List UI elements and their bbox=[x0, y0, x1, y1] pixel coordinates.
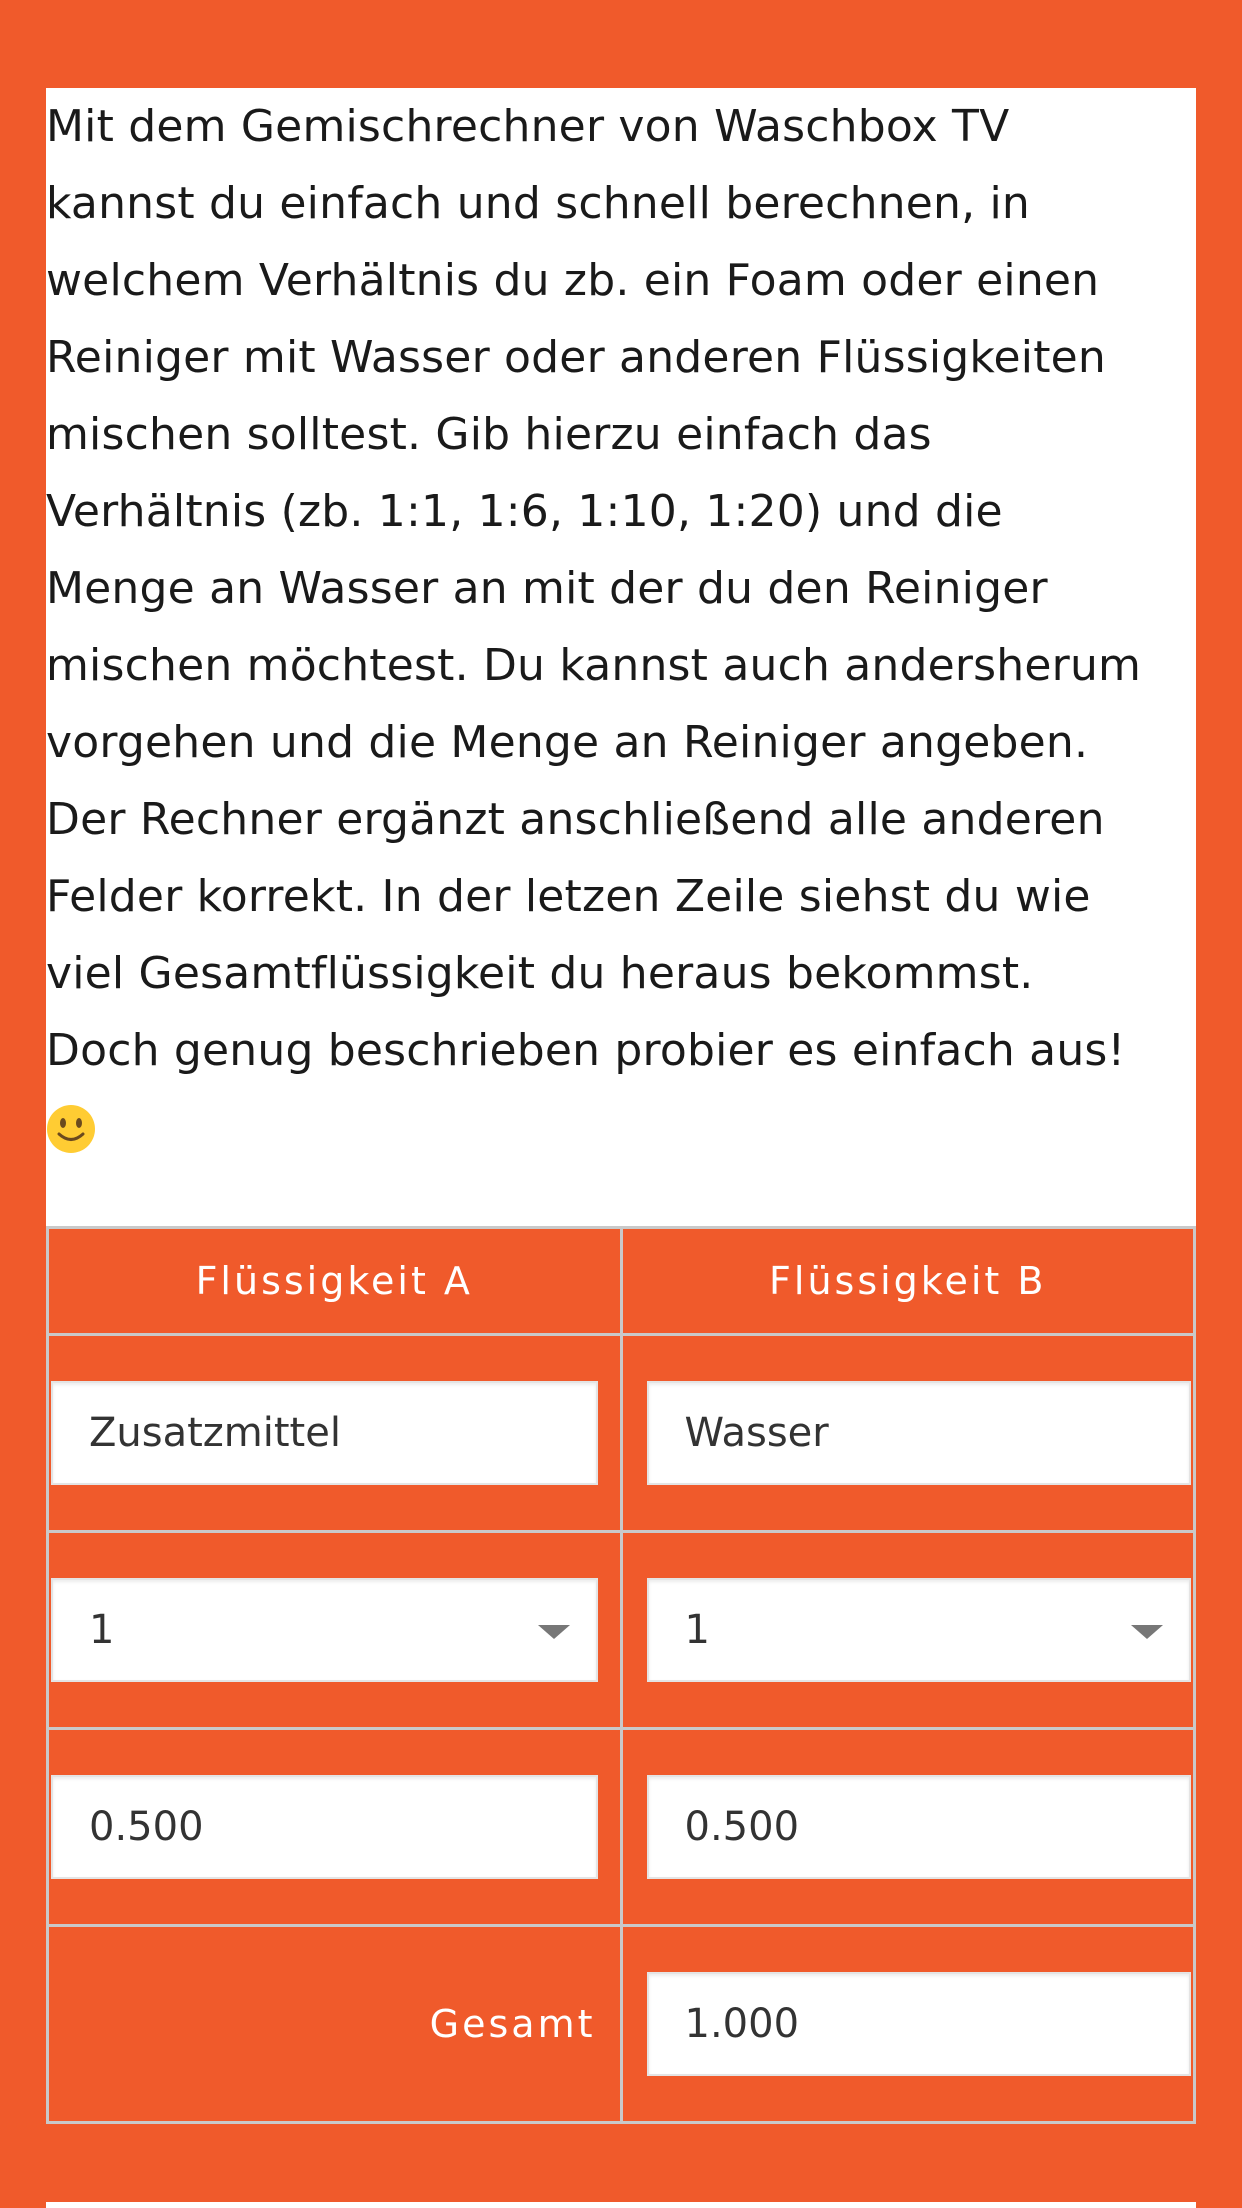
intro-line: welchem Verhältnis du zb. ein Foam oder einen bbox=[46, 255, 1100, 306]
header-liquid-a: Flüssigkeit A bbox=[48, 1228, 622, 1335]
name-cell-a bbox=[48, 1335, 622, 1532]
liquid-a-ratio-select[interactable] bbox=[51, 1578, 598, 1682]
bottom-divider bbox=[46, 2202, 1196, 2208]
liquid-b-ratio-select[interactable] bbox=[647, 1578, 1192, 1682]
liquid-b-name-input[interactable]: Wasser bbox=[647, 1381, 1192, 1485]
total-label: Gesamt bbox=[429, 2002, 596, 2046]
chevron-down-icon[interactable] bbox=[538, 1625, 570, 1639]
ratio-cell-b bbox=[621, 1532, 1195, 1729]
intro-line: Reiniger mit Wasser oder anderen Flüssigkeiten bbox=[46, 332, 1107, 383]
liquid-a-amount-input[interactable]: 0.500 bbox=[51, 1775, 598, 1879]
smiley-face-icon bbox=[46, 1101, 96, 1151]
intro-line: viel Gesamtflüssigkeit du heraus bekommst. bbox=[46, 948, 1034, 999]
intro-line: vorgehen und die Menge an Reiniger angeben. bbox=[46, 717, 1089, 768]
name-cell-b bbox=[621, 1335, 1195, 1532]
liquid-a-ratio-value: 1 bbox=[89, 1607, 115, 1653]
intro-line: kannst du einfach und schnell berechnen, in bbox=[46, 178, 1030, 229]
total-label-cell bbox=[48, 1926, 622, 2123]
total-value-cell bbox=[621, 1926, 1195, 2123]
ratio-cell-a bbox=[48, 1532, 622, 1729]
intro-line: mischen möchtest. Du kannst auch andersherum bbox=[46, 640, 1142, 691]
liquid-a-name-input[interactable]: Zusatzmittel bbox=[51, 1381, 598, 1485]
intro-line: Mit dem Gemischrechner von Waschbox TV bbox=[46, 101, 1010, 152]
intro-line: mischen solltest. Gib hierzu einfach das bbox=[46, 409, 932, 460]
intro-line: Doch genug beschrieben probier es einfach aus! bbox=[46, 1025, 1126, 1076]
liquid-b-ratio-value: 1 bbox=[684, 1607, 710, 1653]
total-amount-input[interactable]: 1.000 bbox=[647, 1972, 1192, 2076]
intro-line: Menge an Wasser an mit der du den Reiniger bbox=[46, 563, 1048, 614]
intro-text bbox=[46, 88, 1196, 1178]
intro-line: Der Rechner ergänzt anschließend alle anderen bbox=[46, 794, 1105, 845]
mix-calculator-table bbox=[46, 1226, 1196, 2124]
intro-line: Verhältnis (zb. 1:1, 1:6, 1:10, 1:20) und die bbox=[46, 486, 1003, 537]
amount-cell-a bbox=[48, 1729, 622, 1926]
amount-cell-b bbox=[621, 1729, 1195, 1926]
intro-panel bbox=[46, 88, 1196, 1226]
chevron-down-icon[interactable] bbox=[1131, 1625, 1163, 1639]
liquid-b-amount-input[interactable]: 0.500 bbox=[647, 1775, 1192, 1879]
header-liquid-b: Flüssigkeit B bbox=[621, 1228, 1195, 1335]
intro-line: Felder korrekt. In der letzen Zeile siehst du wie bbox=[46, 871, 1091, 922]
